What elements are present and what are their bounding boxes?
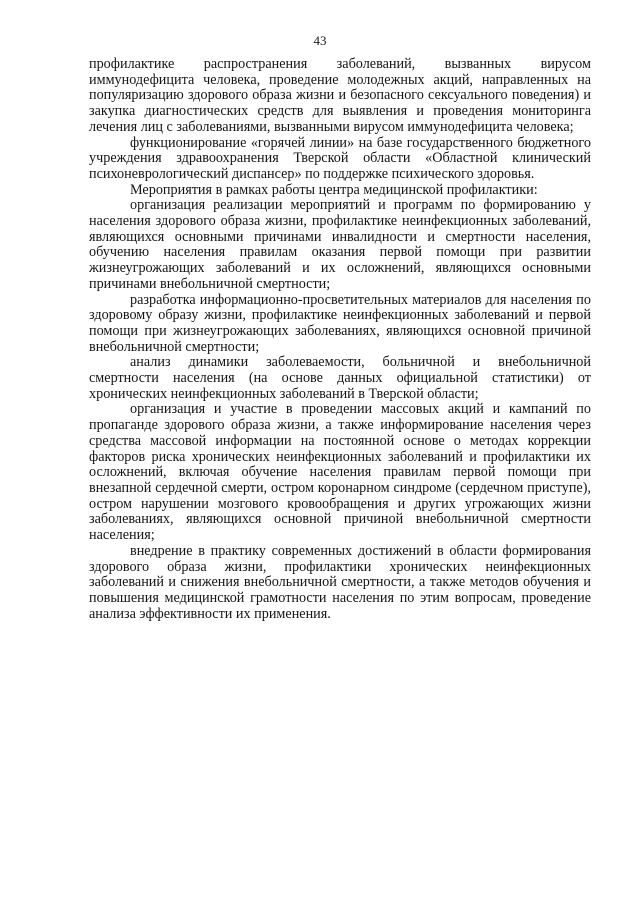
paragraph-prevention-center-heading: Мероприятия в рамках работы центра медицинской профилактики:	[130, 181, 538, 198]
paragraph-educational-materials: разработка информационно-просветительных материалов для населения по здоровому образу жизни, профилактике неинфекционных заболеваний и первой помощи при жизнеугрожающих заболеваниях, являющихся основной причиной внебольничной смертности;	[89, 291, 591, 355]
page-number: 43	[313, 33, 327, 48]
paragraph-healthy-lifestyle-programs: организация реализации мероприятий и программ по формированию у населения здорового образа жизни, профилактике неинфекционных заболеваний, являющихся основными причинами инвалидности и смертности населения, обучению населения правилам оказания первой помощи при развитии жизнеугрожающих заболеваний и их осложнений, являющихся основными причинами внебольничной смертности;	[89, 197, 591, 292]
paragraph-implementation: внедрение в практику современных достижений в области формирования здорового образа жизни, профилактики хронических неинфекционных заболеваний и снижения внебольничной смертности, а также методов обучения и повышения медицинской грамотности населения по этим вопросам, проведение анализа эффективности их применения.	[89, 542, 591, 622]
paragraph-morbidity-analysis: анализ динамики заболеваемости, больничной и внебольничной смертности населения (на основе данных официальной статистики) от хронических неинфекционных заболеваний в Тверской области;	[89, 354, 591, 402]
paragraph-hiv-prevention-continuation: профилактике распространения заболеваний, вызванных вирусом иммунодефицита человека, проведение молодежных акций, направленных на популяризацию здорового образа жизни и безопасного сексуального поведения) и закупка диагностических средств для выявления и проведения мониторинга лечения лиц с заболеваниями, вызванными вирусом иммунодефицита человека;	[89, 56, 591, 135]
document-body	[89, 57, 591, 622]
paragraph-hotline: функционирование «горячей линии» на базе государственного бюджетного учреждения здравоохранения Тверской области «Областной клинический психоневрологический диспансер» по поддержке психического здоровья.	[89, 134, 591, 182]
paragraph-mass-campaigns: организация и участие в проведении массовых акций и кампаний по пропаганде здорового образа жизни, а также информирование населения через средства массовой информации на постоянной основе о методах коррекции факторов риска хронических неинфекционных заболеваний и профилактики их осложнений, включая обучение населения правилам первой помощи при внезапной сердечной смерти, остром коронарном синдроме (сердечном приступе), остром нарушении мозгового кровообращения и других угрожающих жизни заболеваниях, являющихся основной причиной внебольничной смертности населения;	[89, 401, 591, 544]
